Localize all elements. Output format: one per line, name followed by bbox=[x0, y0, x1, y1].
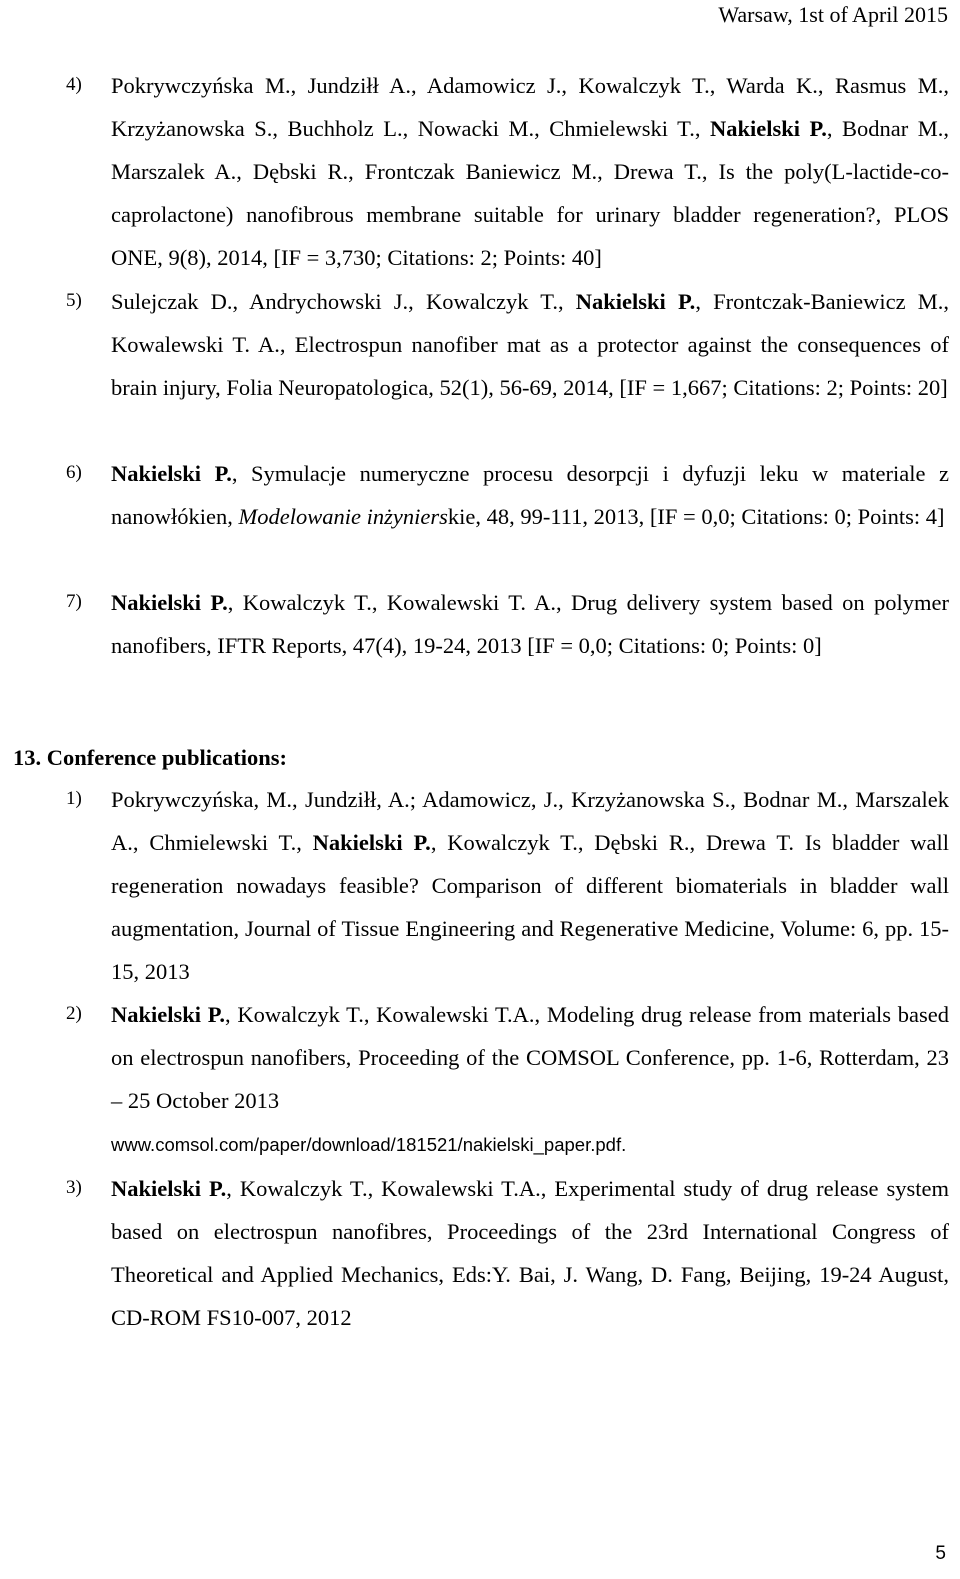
text-run: , Symulacje numeryczne procesu desorpcji i dyfuzji leku w materiale z nanowłókien, bbox=[111, 461, 949, 529]
entry-number: 4) bbox=[66, 74, 82, 95]
italic-text: Modelowanie inżyniers bbox=[238, 504, 448, 529]
entry-number: 6) bbox=[66, 462, 82, 483]
entry-text bbox=[111, 280, 949, 409]
paper-url: www.comsol.com/paper/download/181521/nakielski_paper.pdf. bbox=[111, 1134, 627, 1155]
text-run: , Bodnar M., Marszalek A., Dębski R., Frontczak Baniewicz M., Drewa T., Is the poly(L-lactide-co-caprolactone) nanofibrous membrane suitable for urinary bladder regeneration?, PLOS ONE, 9(8), 2014, [IF = 3,730; Citations: 2; Points: 40] bbox=[111, 116, 950, 270]
author-highlight: Nakielski P. bbox=[111, 461, 232, 486]
entry-text bbox=[111, 993, 949, 1166]
author-highlight: Nakielski P. bbox=[575, 289, 696, 314]
entry-number: 1) bbox=[66, 788, 82, 809]
author-highlight: Nakielski P. bbox=[111, 1002, 226, 1027]
entry-text bbox=[111, 581, 949, 667]
entry-number: 3) bbox=[66, 1177, 82, 1198]
entry-text-body bbox=[111, 1002, 949, 1113]
entry-text bbox=[111, 778, 949, 993]
text-run: , Kowalczyk T., Dębski R., Drewa T. Is bladder wall regeneration nowadays feasible? Comparison of different biomaterials in bladder wall augmentation, Journal of Tissue Engineering and Regenerative Medicine, Volume: 6, pp. 15-15, 2013 bbox=[111, 830, 949, 984]
entry-number: 7) bbox=[66, 591, 82, 612]
author-highlight: Nakielski P. bbox=[111, 1176, 227, 1201]
author-highlight: Nakielski P. bbox=[312, 830, 431, 855]
text-run: , Kowalczyk T., Kowalewski T. A., Drug delivery system based on polymer nanofibers, IFTR Reports, 47(4), 19-24, 2013 [IF = 0,0; Citations: 0; Points: 0] bbox=[111, 590, 950, 658]
entry-number: 5) bbox=[66, 290, 82, 311]
text-run: Pokrywczyńska M., Jundziłł A., Adamowicz J., Kowalczyk T., Warda K., Rasmus M., Krzyżanowska S., Buchholz L., Nowacki M., Chmielewski T., bbox=[111, 73, 949, 141]
entry-text bbox=[111, 452, 949, 538]
header-date: Warsaw, 1st of April 2015 bbox=[718, 2, 948, 27]
text-run: Pokrywczyńska, M., Jundziłł, A.; Adamowicz, J., Krzyżanowska S., Bodnar M., Marszalek A., Chmielewski T., bbox=[111, 787, 949, 855]
text-run: kie, 48, 99-111, 2013, [IF = 0,0; Citations: 0; Points: 4] bbox=[447, 504, 945, 529]
text-run: , Kowalczyk T., Kowalewski T.A., Modeling drug release from materials based on electrospun nanofibers, Proceeding of the COMSOL Conference, pp. 1-6, Rotterdam, 23 – 25 October 2013 bbox=[111, 1002, 950, 1113]
page-number: 5 bbox=[935, 1543, 946, 1564]
entry-text bbox=[111, 64, 949, 279]
author-highlight: Nakielski P. bbox=[111, 590, 228, 615]
section-title-conference: 13. Conference publications: bbox=[13, 745, 287, 770]
text-run: , Kowalczyk T., Kowalewski T.A., Experimental study of drug release system based on electrospun nanofibres, Proceedings of the 23rd International Congress of Theoretical and Applied Mechanics, Eds:Y. Bai, J. Wang, D. Fang, Beijing, 19-24 August, CD-ROM FS10-007, 2012 bbox=[111, 1176, 949, 1330]
entry-text bbox=[111, 1167, 949, 1339]
entry-number: 2) bbox=[66, 1003, 82, 1024]
text-run: , Frontczak-Baniewicz M., Kowalewski T. A., Electrospun nanofiber mat as a protector against the consequences of brain injury, Folia Neuropatologica, 52(1), 56-69, 2014, [IF = 1,667; Citations: 2; Points: 20] bbox=[111, 289, 950, 400]
author-highlight: Nakielski P. bbox=[709, 116, 827, 141]
text-run: Sulejczak D., Andrychowski J., Kowalczyk T., bbox=[111, 289, 576, 314]
